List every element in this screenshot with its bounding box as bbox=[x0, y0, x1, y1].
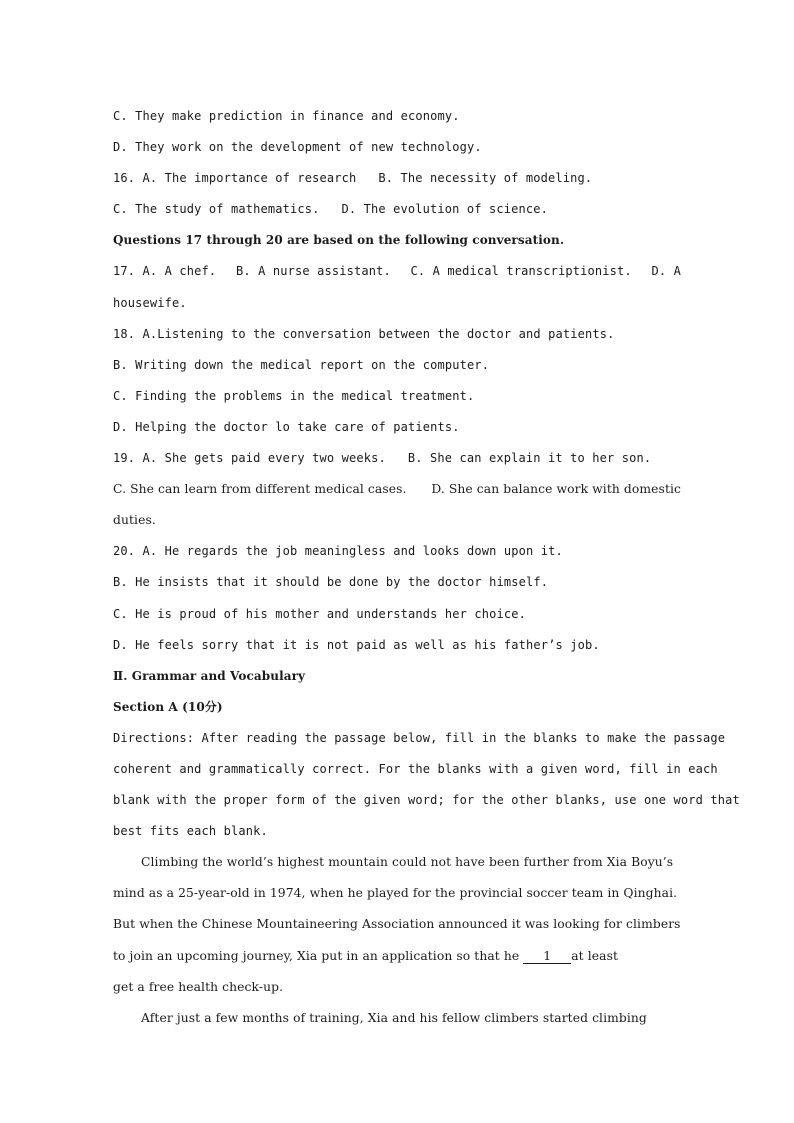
q19-option-b: B. She can explain it to her son. bbox=[407, 451, 652, 466]
directions-text-4: best fits each blank. bbox=[113, 824, 268, 839]
q18-option-d: D. Helping the doctor lo take care of patients. bbox=[113, 419, 460, 434]
q16-option-b: B. The necessity of modeling. bbox=[378, 171, 593, 186]
section-a-title: Section A (10分) bbox=[113, 699, 223, 714]
q20-option-a: 20. A. He regards the job meaningless and looks down upon it. bbox=[113, 544, 563, 559]
q17-option-d-continued: housewife. bbox=[113, 295, 187, 310]
passage-p2-line-1: After just a few months of training, Xia and his fellow climbers started climbing bbox=[141, 1010, 647, 1025]
directions-line-4 bbox=[113, 816, 681, 847]
passage-p1-line-2: mind as a 25-year-old in 1974, when he played for the provincial soccer team in Qinghai. bbox=[113, 886, 678, 901]
q19-option-c: C. She can learn from different medical cases. bbox=[113, 482, 407, 497]
q17-option-d: D. A bbox=[651, 264, 681, 279]
q20-option-c: C. He is proud of his mother and understands her choice. bbox=[113, 606, 526, 621]
q17-option-a: 17. A. A chef. bbox=[113, 264, 217, 279]
q16-option-d: D. The evolution of science. bbox=[341, 202, 548, 217]
blank-1[interactable]: 1 bbox=[523, 949, 571, 964]
passage-p1-line-5: get a free health check-up. bbox=[113, 979, 284, 994]
q19-option-d-continued: duties. bbox=[113, 513, 156, 528]
q17-option-b: B. A nurse assistant. bbox=[235, 264, 391, 279]
q15-option-d: D. They work on the development of new technology. bbox=[113, 140, 482, 155]
directions-text-3: blank with the proper form of the given word; for the other blanks, use one word that bbox=[113, 793, 740, 808]
part-title-grammar: Ⅱ. Grammar and Vocabulary bbox=[113, 668, 306, 683]
passage-p1-line-4-before: to join an upcoming journey, Xia put in an application so that he bbox=[113, 948, 524, 963]
conversation-heading: Questions 17 through 20 are based on the following conversation. bbox=[113, 233, 565, 248]
q18-option-b: B. Writing down the medical report on the computer. bbox=[113, 357, 490, 372]
q16-options-cd bbox=[113, 194, 681, 225]
directions-line-1 bbox=[113, 723, 726, 754]
q16-options-ab bbox=[113, 163, 681, 194]
q17-option-c: C. A medical transcriptionist. bbox=[410, 264, 632, 279]
directions-line-2 bbox=[113, 754, 718, 785]
q18-option-a: 18. A.Listening to the conversation between the doctor and patients. bbox=[113, 326, 615, 341]
passage-p1-line-1: Climbing the world’s highest mountain could not have been further from Xia Boyu’s bbox=[141, 855, 674, 870]
q19-options-ab bbox=[113, 443, 681, 474]
q17-options bbox=[113, 256, 681, 287]
document-page bbox=[113, 101, 740, 1034]
q20-option-d: D. He feels sorry that it is not paid as well as his father’s job. bbox=[113, 637, 600, 652]
q16-option-a: 16. A. The importance of research bbox=[113, 171, 357, 186]
q19-option-a: 19. A. She gets paid every two weeks. bbox=[113, 451, 386, 466]
q15-option-c: C. They make prediction in finance and economy. bbox=[113, 109, 460, 123]
q19-options-cd bbox=[113, 474, 681, 505]
q18-option-c: C. Finding the problems in the medical treatment. bbox=[113, 388, 475, 403]
passage-p1-line-4-after: at least bbox=[571, 948, 619, 963]
directions-text-2: coherent and grammatically correct. For the blanks with a given word, fill in each bbox=[113, 761, 718, 776]
q20-option-b: B. He insists that it should be done by the doctor himself. bbox=[113, 575, 549, 590]
passage-p1-line-3: But when the Chinese Mountaineering Association announced it was looking for climbers bbox=[113, 917, 681, 932]
directions-line-3 bbox=[113, 785, 740, 816]
q19-option-d: D. She can balance work with domestic bbox=[431, 482, 681, 497]
q16-option-c: C. The study of mathematics. bbox=[113, 202, 320, 217]
passage-p1-line-4 bbox=[113, 941, 681, 972]
directions-text-1: Directions: After reading the passage below, fill in the blanks to make the passage bbox=[113, 730, 726, 745]
